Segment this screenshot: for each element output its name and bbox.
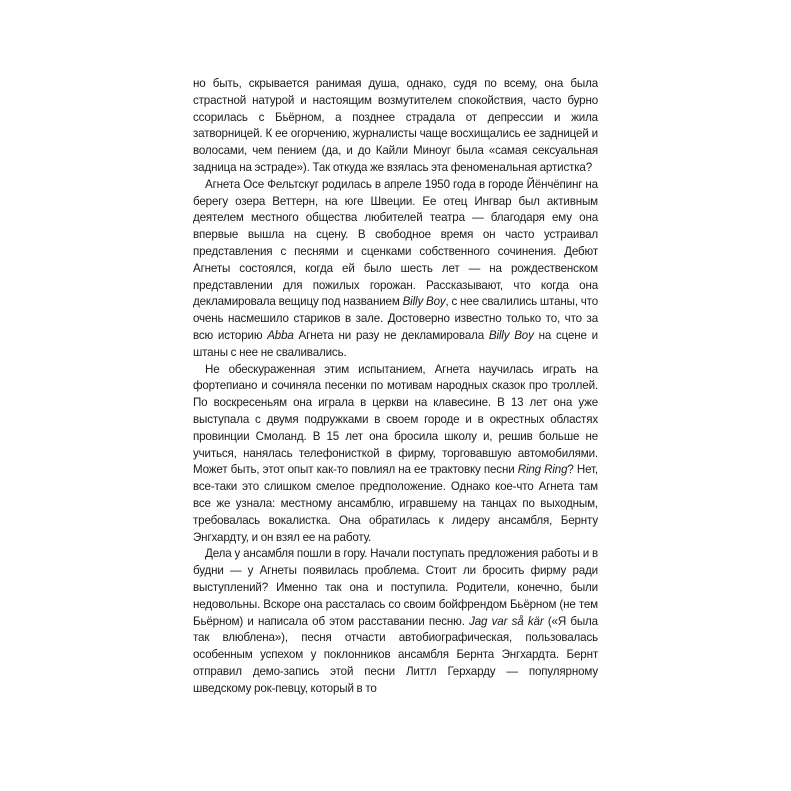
- paragraph-3-text-1: Не обескураженная этим испытанием, Агнета научилась играть на фортепиано и сочиняла песенки по мотивам народных сказок про троллей. По воскресеньям она играла в церкви на клавесине. В 13 лет она уже выступала с двумя подружками в своем городе и в окрестных областях провинции Смоланд. В 15 лет она бросила школу и, решив больше не учиться, нанялась телефонисткой в фирму, торговавшую автомобилями. Может быть, этот опыт как-то повлиял на ее трактовку песни: [193, 362, 598, 477]
- song-title-billy-boy: Billy Boy: [402, 295, 446, 309]
- paragraph-4-text-1: Дела у ансамбля пошли в гору. Начали поступать предложения работы и в будни — у Агнеты появилась проблема. Стоит ли бросить фирму ради выступлений? Именно так она и поступила. Родители, конечно, были недовольны. Вскоре она рассталась со своим бойфрендом Бьёрном (не тем Бьёрном) и написала об этом расставании песню.: [193, 547, 598, 628]
- paragraph-4-text-2: («Я была так влюблена»), песня отчасти автобиографическая, пользовалась особенным успехом у поклонников ансамбля Бернта Энгхардта. Бернт отправил демо-запись этой песни Литтл Герхарду — популярному шведскому рок-певцу, который в то: [193, 614, 598, 695]
- band-name-abba: Abba: [267, 328, 294, 342]
- song-title-billy-boy-2: Billy Boy: [488, 328, 534, 342]
- paragraph-4: [193, 546, 598, 697]
- paragraph-2-text-4: на сцене и штаны с нее не сваливались.: [193, 328, 598, 359]
- paragraph-2-text-1: Агнета Осе Фельтскуг родилась в апреле 1950 года в городе Йёнчёпинг на берегу озера Веттерн, на юге Швеции. Ее отец Ингвар был активным деятелем местного общества любителей театра — благодаря ему она впервые вышла на сцену. В свободное время он часто устраивал представления с песнями и сценками собственного сочинения. Дебют Агнеты состоялся, когда ей было шесть лет — на рождественском представлении для пожилых горожан. Рассказывают, что когда она декламировала вещицу под названием: [193, 177, 598, 309]
- song-title-jag-var-sa-kar: Jag var så kär: [469, 614, 544, 628]
- song-title-ring-ring: Ring Ring: [517, 463, 568, 477]
- book-page-text: [193, 76, 598, 697]
- paragraph-2: [193, 177, 598, 362]
- paragraph-2-text-3: Агнета ни разу не декламировала: [293, 328, 489, 342]
- paragraph-3: [193, 362, 598, 547]
- paragraph-1-text: но быть, скрывается ранимая душа, однако, судя по всему, она была страстной натурой и настоящим возмутителем спокойствия, часто бурно ссорилась с Бьёрном, а позднее страдала от депрессии и жила затворницей. К ее огорчению, журналисты чаще восхищались ее задницей и волосами, чем пением (да, и до Кайли Миноуг была «самая сексуальная задница на эстраде»). Так откуда же взялась эта феноменальная артистка?: [193, 77, 598, 174]
- paragraph-2-text-2: , с нее свалились штаны, что очень насмешило стариков в зале. Достоверно известно только то, что за всю историю: [193, 295, 599, 342]
- paragraph-1: [193, 76, 598, 177]
- paragraph-3-text-2: ? Нет, все-таки это слишком смелое предположение. Однако кое-что Агнета там все же узнала: местному ансамблю, игравшему на танцах по выходным, требовалась вокалистка. Она обратилась к лидеру ансамбля, Бернту Энгхардту, и он взял ее на работу.: [193, 463, 599, 544]
